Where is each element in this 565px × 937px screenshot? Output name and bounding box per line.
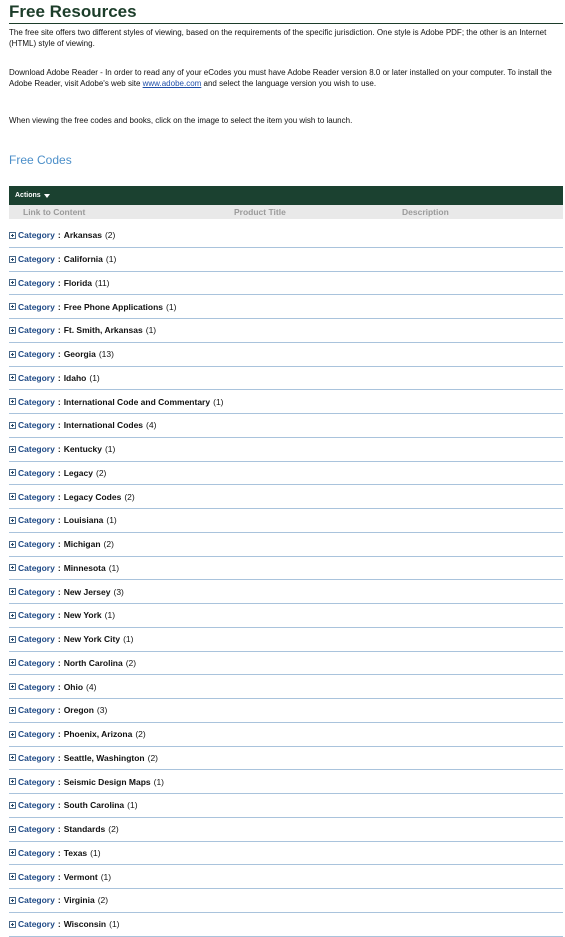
- category-count: (1): [127, 800, 138, 811]
- expand-plus-icon[interactable]: [9, 398, 16, 405]
- category-separator: :: [57, 515, 61, 526]
- section-title: Free Codes: [9, 153, 72, 167]
- intro-paragraph-adobe-reader: [9, 67, 554, 89]
- category-separator: :: [57, 420, 61, 431]
- expand-plus-icon[interactable]: [9, 446, 16, 453]
- category-name: International Code and Commentary: [63, 396, 211, 407]
- category-separator: :: [57, 444, 61, 455]
- category-name: Seismic Design Maps: [63, 776, 151, 787]
- category-count: (3): [96, 705, 108, 716]
- category-separator: :: [57, 800, 61, 811]
- category-label[interactable]: Category: [18, 444, 55, 455]
- category-count: (1): [123, 634, 134, 645]
- category-count: (2): [147, 752, 158, 763]
- category-row[interactable]: [9, 509, 563, 533]
- category-count: (13): [98, 349, 114, 360]
- expand-plus-icon[interactable]: [9, 351, 16, 358]
- category-name: Texas: [63, 847, 88, 858]
- category-count: (1): [104, 610, 116, 621]
- category-separator: :: [57, 729, 61, 740]
- caret-down-icon: [44, 194, 50, 198]
- category-label[interactable]: Category: [18, 657, 55, 668]
- expand-plus-icon[interactable]: [9, 683, 16, 690]
- category-count: (1): [109, 919, 120, 930]
- category-row[interactable]: [9, 794, 563, 818]
- category-count: (2): [95, 467, 107, 478]
- category-name: Oregon: [63, 705, 94, 716]
- category-name: Seattle, Washington: [63, 752, 145, 763]
- category-label[interactable]: Category: [18, 562, 55, 573]
- category-row[interactable]: [9, 580, 563, 604]
- category-label[interactable]: Category: [18, 325, 55, 336]
- category-separator: :: [57, 586, 61, 597]
- category-separator: :: [57, 301, 61, 312]
- category-row[interactable]: [9, 628, 563, 652]
- page-title: Free Resources: [9, 2, 137, 21]
- actions-menu-button[interactable]: [15, 192, 50, 199]
- category-separator: :: [57, 776, 61, 787]
- category-count: (1): [105, 254, 117, 265]
- title-divider: [9, 23, 563, 24]
- category-name: Legacy: [63, 467, 93, 478]
- category-separator: :: [57, 562, 61, 573]
- category-count: (2): [108, 824, 119, 835]
- category-label[interactable]: Category: [18, 776, 55, 787]
- category-row[interactable]: [9, 319, 563, 343]
- category-count: (1): [166, 301, 177, 312]
- category-count: (1): [213, 396, 224, 407]
- category-separator: :: [57, 467, 61, 478]
- category-label[interactable]: Category: [18, 800, 55, 811]
- expand-plus-icon[interactable]: [9, 754, 16, 761]
- expand-plus-icon[interactable]: [9, 921, 16, 928]
- column-header-product-title[interactable]: Product Title: [234, 207, 286, 217]
- expand-plus-icon[interactable]: [9, 564, 16, 571]
- category-name: Standards: [63, 824, 106, 835]
- category-count: (1): [153, 776, 164, 787]
- category-label[interactable]: Category: [18, 634, 55, 645]
- category-row[interactable]: [9, 272, 563, 296]
- category-separator: :: [57, 349, 61, 360]
- expand-plus-icon[interactable]: [9, 659, 16, 666]
- category-row[interactable]: [9, 485, 563, 509]
- category-label[interactable]: Category: [18, 919, 55, 930]
- category-label[interactable]: Category: [18, 729, 55, 740]
- category-count: (4): [86, 681, 97, 692]
- category-count: (1): [145, 325, 157, 336]
- category-name: International Codes: [63, 420, 144, 431]
- category-row[interactable]: [9, 865, 563, 889]
- category-label[interactable]: Category: [18, 705, 55, 716]
- category-separator: :: [57, 847, 61, 858]
- category-separator: :: [57, 919, 61, 930]
- expand-plus-icon[interactable]: [9, 422, 16, 429]
- category-count: (1): [108, 562, 120, 573]
- category-row[interactable]: [9, 818, 563, 842]
- category-count: (2): [104, 230, 116, 241]
- intro-paragraph-viewing-styles: The free site offers two different styles of viewing, based on the requirements of the specific jurisdiction. One style is Adobe PDF; the other is an Internet (HTML) style of viewing.: [9, 28, 547, 48]
- expand-plus-icon[interactable]: [9, 374, 16, 381]
- category-label[interactable]: Category: [18, 491, 55, 502]
- category-label[interactable]: Category: [18, 254, 55, 265]
- category-label[interactable]: Category: [18, 847, 55, 858]
- category-name: Michigan: [63, 539, 101, 550]
- expand-plus-icon[interactable]: [9, 612, 16, 619]
- category-label[interactable]: Category: [18, 610, 55, 621]
- expand-plus-icon[interactable]: [9, 778, 16, 785]
- actions-toolbar: [9, 186, 563, 205]
- category-name: Florida: [63, 277, 93, 288]
- category-count: (2): [103, 539, 114, 550]
- category-name: South Carolina: [63, 800, 125, 811]
- expand-plus-icon[interactable]: [9, 873, 16, 880]
- expand-plus-icon[interactable]: [9, 707, 16, 714]
- category-label[interactable]: Category: [18, 349, 55, 360]
- category-name: New York City: [63, 634, 121, 645]
- category-count: (2): [97, 895, 109, 906]
- category-name: Vermont: [63, 871, 98, 882]
- category-label[interactable]: Category: [18, 230, 55, 241]
- category-name: Idaho: [63, 372, 87, 383]
- category-label[interactable]: Category: [18, 681, 55, 692]
- category-name: New York: [63, 610, 102, 621]
- actions-label: Actions: [15, 192, 41, 199]
- category-label[interactable]: Category: [18, 752, 55, 763]
- category-row[interactable]: [9, 913, 563, 937]
- expand-plus-icon[interactable]: [9, 826, 16, 833]
- category-count: (1): [104, 444, 116, 455]
- category-count: (1): [89, 372, 100, 383]
- category-name: Kentucky: [63, 444, 102, 455]
- category-row[interactable]: [9, 699, 563, 723]
- expand-plus-icon[interactable]: [9, 731, 16, 738]
- category-row[interactable]: [9, 462, 563, 486]
- category-separator: :: [57, 871, 61, 882]
- category-row[interactable]: [9, 889, 563, 913]
- category-label[interactable]: Category: [18, 515, 55, 526]
- expand-plus-icon[interactable]: [9, 256, 16, 263]
- category-count: (11): [95, 277, 110, 288]
- expand-plus-icon[interactable]: [9, 517, 16, 524]
- intro-paragraph-launch-instructions: When viewing the free codes and books, click on the image to select the item you wish to launch.: [9, 116, 353, 125]
- category-separator: :: [57, 634, 61, 645]
- category-count: (3): [113, 586, 124, 597]
- category-separator: :: [57, 705, 61, 716]
- category-name: North Carolina: [63, 657, 123, 668]
- category-row[interactable]: [9, 604, 563, 628]
- category-row[interactable]: [9, 770, 563, 794]
- category-separator: :: [57, 681, 61, 692]
- category-name: Free Phone Applications: [63, 301, 164, 312]
- expand-plus-icon[interactable]: [9, 327, 16, 334]
- category-count: (2): [135, 729, 146, 740]
- category-separator: :: [57, 752, 61, 763]
- expand-plus-icon[interactable]: [9, 849, 16, 856]
- category-row[interactable]: [9, 248, 563, 272]
- category-label[interactable]: Category: [18, 895, 55, 906]
- category-separator: :: [57, 230, 61, 241]
- category-label[interactable]: Category: [18, 277, 55, 288]
- category-row[interactable]: [9, 224, 563, 248]
- category-separator: :: [57, 372, 61, 383]
- category-row[interactable]: [9, 747, 563, 771]
- category-name: New Jersey: [63, 586, 111, 597]
- expand-plus-icon[interactable]: [9, 541, 16, 548]
- expand-plus-icon[interactable]: [9, 303, 16, 310]
- category-name: Legacy Codes: [63, 491, 122, 502]
- category-separator: :: [57, 824, 61, 835]
- category-label[interactable]: Category: [18, 372, 55, 383]
- category-separator: :: [57, 396, 61, 407]
- category-row[interactable]: [9, 390, 563, 414]
- category-row[interactable]: [9, 842, 563, 866]
- category-count: (2): [124, 491, 135, 502]
- category-row[interactable]: [9, 414, 563, 438]
- category-name: Louisiana: [63, 515, 104, 526]
- category-row[interactable]: [9, 343, 563, 367]
- table-header: [9, 205, 563, 219]
- category-count: (2): [125, 657, 137, 668]
- category-separator: :: [57, 610, 61, 621]
- category-label[interactable]: Category: [18, 586, 55, 597]
- category-label[interactable]: Category: [18, 871, 55, 882]
- category-row[interactable]: [9, 557, 563, 581]
- adobe-link[interactable]: www.adobe.com: [142, 79, 202, 88]
- category-separator: :: [57, 539, 61, 550]
- category-label[interactable]: Category: [18, 420, 55, 431]
- expand-plus-icon[interactable]: [9, 469, 16, 476]
- adobe-text-after: and select the language version you wish to use.: [201, 79, 377, 88]
- category-name: Phoenix, Arizona: [63, 729, 133, 740]
- category-name: Minnesota: [63, 562, 106, 573]
- category-row[interactable]: [9, 295, 563, 319]
- category-name: Virginia: [63, 895, 95, 906]
- column-header-description[interactable]: Description: [402, 207, 449, 217]
- expand-plus-icon[interactable]: [9, 802, 16, 809]
- expand-plus-icon[interactable]: [9, 279, 16, 286]
- category-name: Arkansas: [63, 230, 102, 241]
- category-name: California: [63, 254, 103, 265]
- category-label[interactable]: Category: [18, 824, 55, 835]
- category-label[interactable]: Category: [18, 301, 55, 312]
- category-separator: :: [57, 491, 61, 502]
- expand-plus-icon[interactable]: [9, 636, 16, 643]
- category-separator: :: [57, 277, 61, 288]
- category-separator: :: [57, 325, 61, 336]
- category-row[interactable]: [9, 723, 563, 747]
- category-separator: :: [57, 254, 61, 265]
- category-name: Ft. Smith, Arkansas: [63, 325, 143, 336]
- category-separator: :: [57, 657, 61, 668]
- category-label[interactable]: Category: [18, 539, 55, 550]
- category-name: Ohio: [63, 681, 84, 692]
- expand-plus-icon[interactable]: [9, 897, 16, 904]
- category-name: Wisconsin: [63, 919, 107, 930]
- category-row[interactable]: [9, 367, 563, 391]
- category-row[interactable]: [9, 533, 563, 557]
- category-label[interactable]: Category: [18, 467, 55, 478]
- category-count: (4): [146, 420, 157, 431]
- category-count: (1): [100, 871, 112, 882]
- expand-plus-icon[interactable]: [9, 588, 16, 595]
- category-name: Georgia: [63, 349, 96, 360]
- category-label[interactable]: Category: [18, 396, 55, 407]
- category-row[interactable]: [9, 675, 563, 699]
- category-row[interactable]: [9, 652, 563, 676]
- category-count: (1): [90, 847, 101, 858]
- column-header-link-to-content[interactable]: Link to Content: [23, 207, 86, 217]
- expand-plus-icon[interactable]: [9, 493, 16, 500]
- category-row[interactable]: [9, 438, 563, 462]
- category-separator: :: [57, 895, 61, 906]
- category-list: [9, 224, 563, 937]
- category-count: (1): [106, 515, 117, 526]
- adobe-text-before: Download Adobe Reader - In order to read any of your eCodes you must have Adobe Reader version 8.0 or later installed on your computer. To install the Adobe Reader, visit Adobe's web site: [9, 68, 552, 88]
- expand-plus-icon[interactable]: [9, 232, 16, 239]
